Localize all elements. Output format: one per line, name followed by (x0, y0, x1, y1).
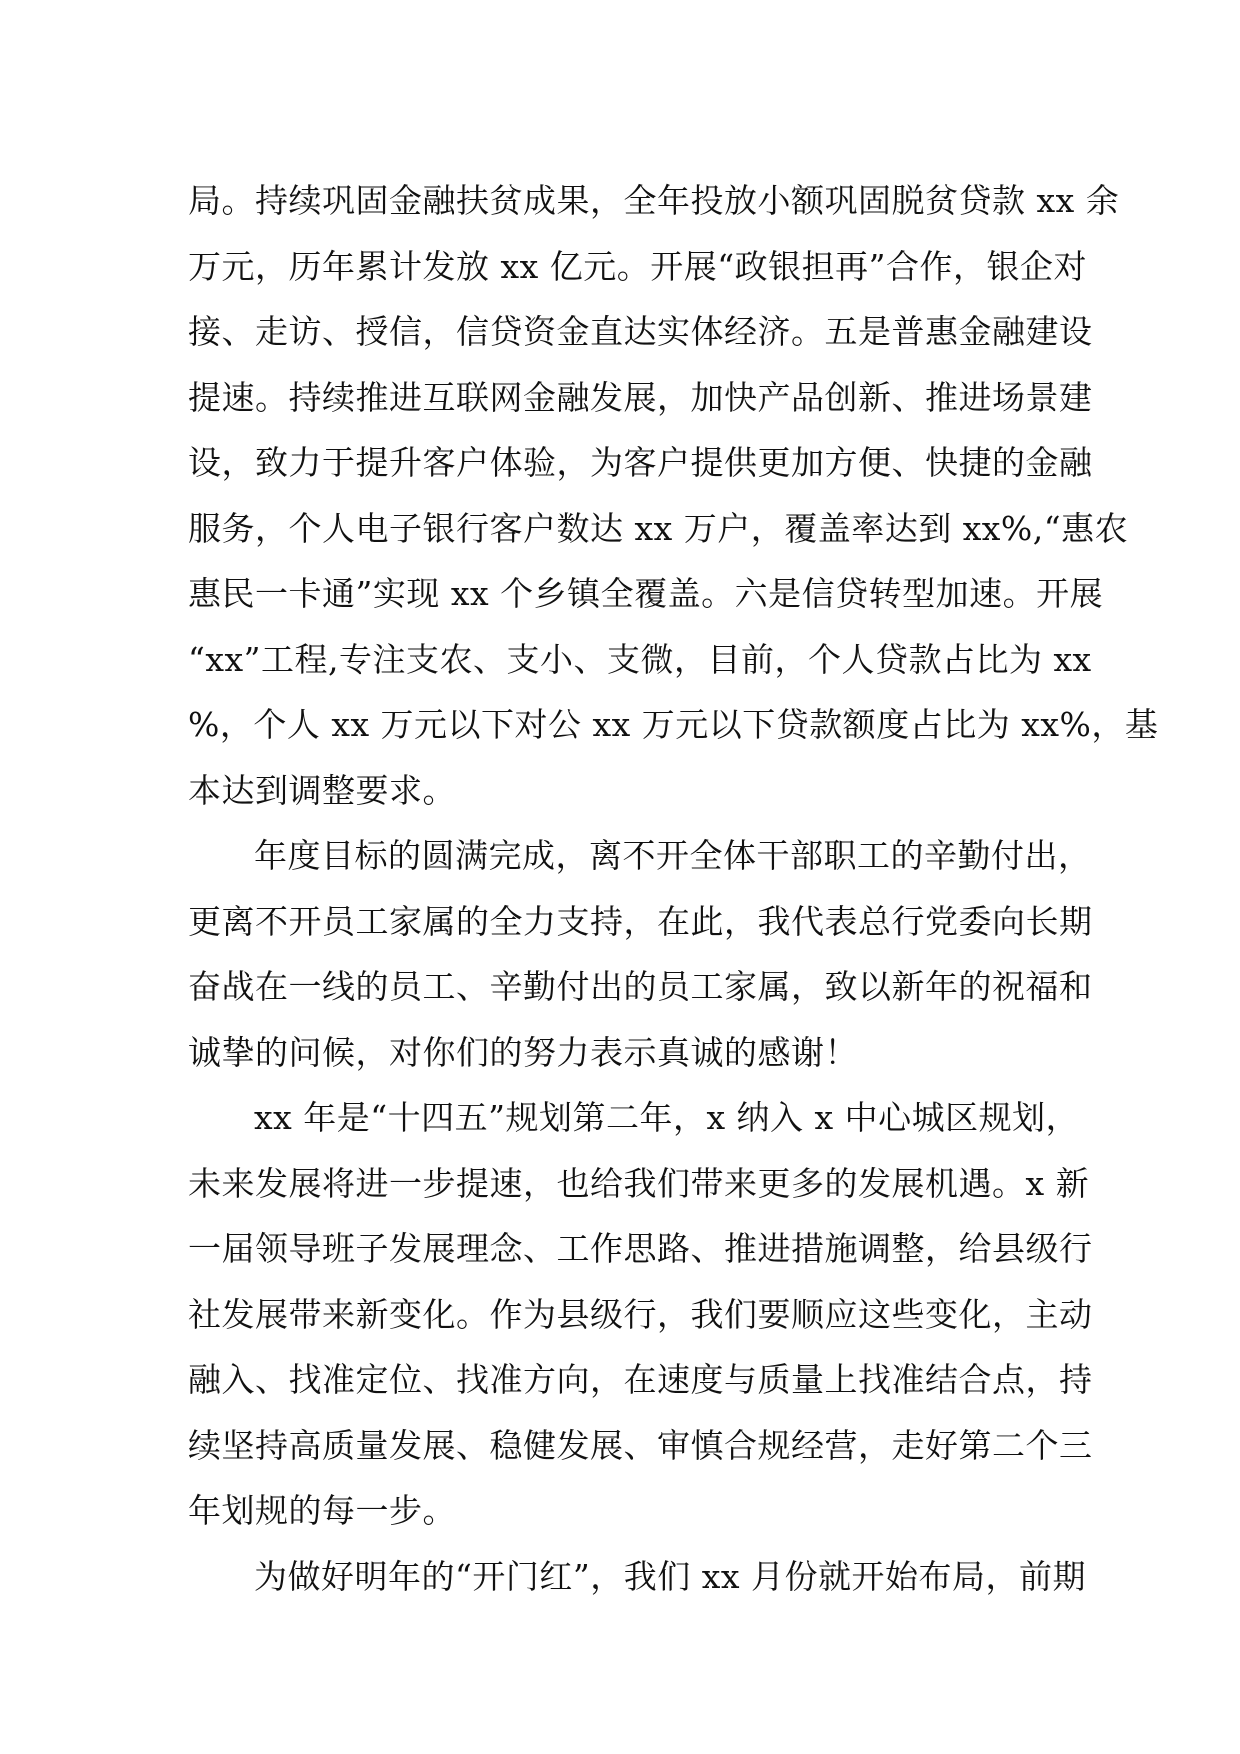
text-line: 年度目标的圆满完成，离不开全体干部职工的辛勤付出， (254, 836, 1092, 875)
text-line: 未来发展将进一步提速，也给我们带来更多的发展机遇。x 新 (188, 1163, 1090, 1203)
paragraph-4 (188, 1544, 1086, 1610)
text-line: 设，致力于提升客户体验，为客户提供更加方便、快捷的金融 (188, 443, 1093, 482)
text-line: %，个人 xx 万元以下对公 xx 万元以下贷款额度占比为 xx%，基 (188, 705, 1159, 744)
text-line: 本达到调整要求。 (188, 770, 456, 810)
text-line: 奋战在一线的员工、辛勤付出的员工家属，致以新年的祝福和 (188, 967, 1093, 1006)
text-line: 年划规的每一步。 (188, 1491, 456, 1530)
text-line: 提速。持续推进互联网金融发展，加快产品创新、推进场景建 (188, 377, 1093, 417)
text-line: “xx”工程,专注支农、支小、支微，目前，个人贷款占比为 xx (188, 639, 1092, 679)
text-line: 更离不开员工家属的全力支持，在此，我代表总行党委向长期 (188, 901, 1093, 941)
text-line: 融入、找准定位、找准方向，在速度与质量上找准结合点，持 (188, 1360, 1093, 1399)
document-body (188, 168, 1159, 1609)
text-line: 服务，个人电子银行客户数达 xx 万户，覆盖率达到 xx%,“惠农 (188, 508, 1129, 548)
text-line: 一届领导班子发展理念、工作思路、推进措施调整，给县级行 (188, 1229, 1093, 1268)
text-line: 局。持续巩固金融扶贫成果，全年投放小额巩固脱贫贷款 xx 余 (188, 181, 1120, 220)
text-line: 接、走访、授信，信贷资金直达实体经济。五是普惠金融建设 (188, 312, 1093, 351)
text-line: 为做好明年的“开门红”，我们 xx 月份就开始布局，前期 (254, 1556, 1086, 1596)
paragraph-3 (188, 1085, 1093, 1544)
text-line: xx 年是“十四五”规划第二年，x 纳入 x 中心城区规划， (254, 1098, 1080, 1137)
text-line: 续坚持高质量发展、稳健发展、审慎合规经营，走好第二个三 (188, 1425, 1093, 1465)
text-line: 社发展带来新变化。作为县级行，我们要顺应这些变化，主动 (188, 1294, 1093, 1334)
text-line: 万元，历年累计发放 xx 亿元。开展“政银担再”合作，银企对 (188, 246, 1087, 286)
paragraph-1 (188, 168, 1159, 823)
text-line: 诚挚的问候，对你们的努力表示真诚的感谢！ (188, 1032, 858, 1072)
paragraph-2 (188, 823, 1093, 1085)
text-line: 惠民一卡通”实现 xx 个乡镇全覆盖。六是信贷转型加速。开展 (188, 574, 1104, 613)
